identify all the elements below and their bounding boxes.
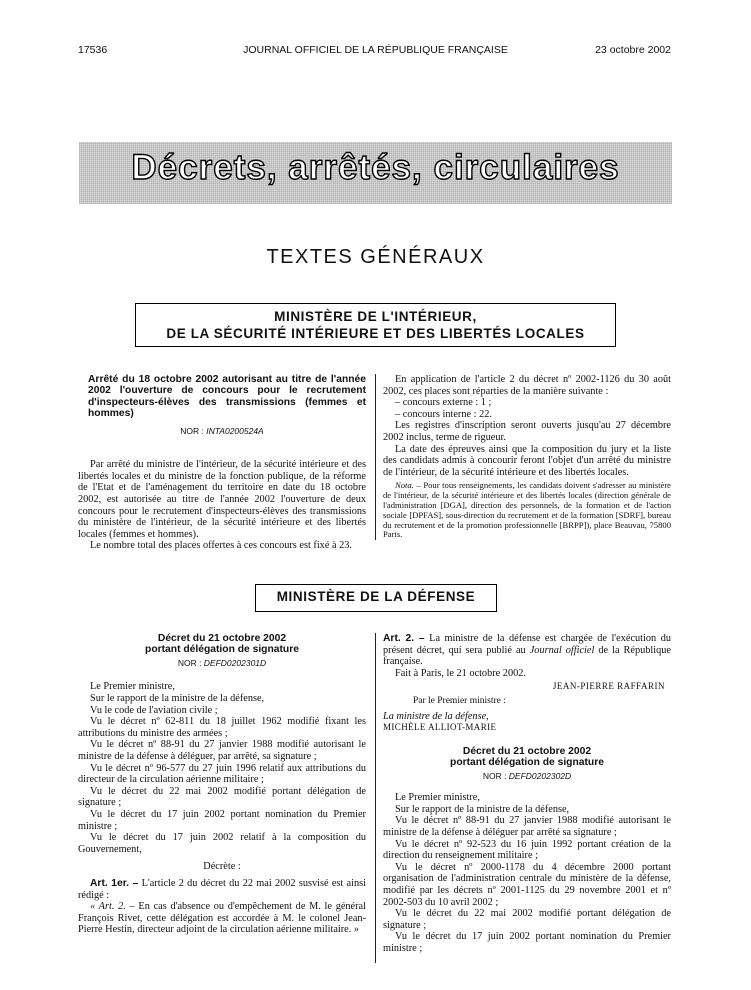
journal-title: JOURNAL OFFICIEL DE LA RÉPUBLIQUE FRANÇAISE bbox=[243, 44, 508, 56]
decret2-nor bbox=[383, 771, 671, 783]
decret1-nor bbox=[78, 658, 366, 670]
signature: JEAN-PIERRE RAFFARIN bbox=[552, 681, 665, 692]
banner-title: Décrets, arrêtés, circulaires bbox=[131, 148, 620, 187]
visa-line: Vu le décret du 22 mai 2002 modifié portant délégation de signature ; bbox=[78, 785, 366, 809]
visa-line: Vu le décret nº 62-811 du 18 juillet 1962 modifié fixant les attributions du ministre des armées ; bbox=[78, 716, 366, 739]
visa-line: Vu le décret du 17 juin 2002 portant nomination du Premier ministre ; bbox=[383, 931, 671, 954]
visa-line: Vu le décret nº 96-577 du 27 juin 1996 relatif aux attributions du directeur de la circulation aérienne militaire ; bbox=[78, 762, 366, 786]
nor-code: DEFD0202302D bbox=[508, 770, 572, 781]
article-text: La ministre de la défense est chargée de l'exécution du présent décret, qui sera publié au bbox=[383, 633, 671, 656]
visa-line: Vu le décret du 17 juin 2002 portant nomination du Premier ministre ; bbox=[78, 808, 366, 832]
quote-label: « Art. 2. – bbox=[90, 901, 135, 913]
visa-line: Vu le décret nº 88-91 du 27 janvier 1988 modifié autorisant le ministre de la défense à déléguer, par arrêté, sa signature ; bbox=[78, 739, 366, 762]
section-title: TEXTES GÉNÉRAUX bbox=[266, 246, 485, 268]
visa-line: Vu le décret du 17 juin 2002 relatif à la composition du Gouvernement, bbox=[78, 832, 366, 855]
decret2-subtitle: portant délégation de signature bbox=[450, 757, 604, 769]
column-divider bbox=[375, 633, 376, 963]
list-item: – concours externe : 1 ; bbox=[395, 397, 492, 409]
nor-label: NOR : bbox=[177, 657, 204, 668]
issue-date: 23 octobre 2002 bbox=[595, 44, 671, 56]
list-item: – concours interne : 22. bbox=[395, 408, 492, 420]
banner bbox=[79, 142, 672, 204]
article-text: L'article 2 du décret du 22 mai 2002 susvisé est ainsi rédigé : bbox=[78, 877, 366, 901]
column-divider bbox=[375, 374, 376, 540]
visa-line: Le Premier ministre, bbox=[395, 792, 480, 804]
nor-label: NOR : bbox=[180, 425, 207, 436]
page-number: 17536 bbox=[78, 44, 108, 56]
nor-code: INTA0200524A bbox=[206, 425, 264, 436]
visa-line: Vu le décret nº 92-523 du 16 juin 1992 portant création de la direction du renseignement militaire ; bbox=[383, 838, 671, 862]
note-label: Nota. bbox=[395, 480, 414, 491]
decret1-subtitle: portant délégation de signature bbox=[145, 644, 299, 656]
visa-line: Sur le rapport de la ministre de la défense, bbox=[395, 803, 570, 815]
quote-text: En cas d'absence ou d'empêchement de M. le général François Rivet, cette délégation est accordée à M. le colonel Jean-Pierre Hestin, directeur adjoint de la circulation aérienne militaire. » bbox=[78, 901, 366, 936]
nor-code: DEFD0202301D bbox=[203, 657, 267, 668]
decret1-left-column bbox=[78, 633, 366, 936]
decrete: Décrète : bbox=[203, 861, 241, 873]
note-text: – Pour tous renseignements, les candidats doivent s'adresser au ministère de l'intérieur, de la sécurité intérieure et des libertés locales (direction générale de l'administration [DGA], direction des personnels, de la formation et de l'action sociale [DPFAS], sous-direction du recrutement et de la formation [SDRF], bureau du recrutement et de la promotion professionnelle [BRPP]), place Beauvau, 75800 Paris. bbox=[383, 480, 671, 540]
par-le-premier-ministre: Par le Premier ministre : bbox=[413, 695, 506, 706]
ministry-interieur-box bbox=[135, 303, 616, 347]
arrete-left-column bbox=[78, 374, 366, 552]
visa-line: Vu le décret nº 2000-1178 du 4 décembre 2000 portant organisation de l'administration centrale du ministère de la défense, modifié par les décrets nº 2001-1125 du 29 novembre 2001 et nº 2002-503 du 10 avril 2002 ; bbox=[383, 861, 671, 908]
journal-ref: Journal officiel bbox=[529, 644, 595, 656]
nor-label: NOR : bbox=[482, 770, 509, 781]
ministre-name: MICHÈLE ALLIOT-MARIE bbox=[383, 722, 497, 733]
ministry-line-1: MINISTÈRE DE L'INTÉRIEUR, bbox=[274, 309, 477, 324]
visa-line: Sur le rapport de la ministre de la défense, bbox=[90, 693, 265, 704]
article-1 bbox=[78, 878, 366, 901]
arrete-paragraph: Le nombre total des places offertes à ces concours est fixé à 23. bbox=[90, 540, 352, 552]
arrete-paragraph: En application de l'article 2 du décret nº 2002-1126 du 30 août 2002, ces places sont réparties de la manière suivante : bbox=[383, 374, 671, 397]
visa-line: Vu le décret du 22 mai 2002 modifié portant délégation de signature ; bbox=[383, 908, 671, 931]
article-2 bbox=[383, 633, 671, 668]
decret-right-column bbox=[383, 633, 671, 954]
article-1-quote bbox=[78, 901, 366, 936]
article-label: Art. 2. – bbox=[383, 633, 425, 644]
arrete-nor bbox=[78, 426, 366, 438]
ministre-title: La ministre de la défense, bbox=[383, 710, 489, 722]
arrete-note bbox=[383, 481, 671, 540]
ministry-line-2: DE LA SÉCURITÉ INTÉRIEURE ET DES LIBERTÉS LOCALES bbox=[166, 326, 585, 341]
arrete-paragraph: La date des épreuves ainsi que la composition du jury et la liste des candidats admis à concourir feront l'objet d'un arrêté du ministre de l'intérieur, de la sécurité intérieure et des libertés locales. bbox=[383, 443, 671, 478]
decret2-title: Décret du 21 octobre 2002 bbox=[462, 745, 592, 757]
ministry-defense-box: MINISTÈRE DE LA DÉFENSE bbox=[255, 584, 497, 612]
article-label: Art. 1er. – bbox=[90, 877, 139, 889]
arrete-paragraph: Les registres d'inscription seront ouverts jusqu'au 27 décembre 2002 inclus, terme de rigueur. bbox=[383, 420, 671, 443]
visa-line: Vu le code de l'aviation civile ; bbox=[90, 704, 218, 716]
decret1-title: Décret du 21 octobre 2002 bbox=[157, 633, 287, 644]
fait-a: Fait à Paris, le 21 octobre 2002. bbox=[395, 667, 526, 679]
arrete-title: Arrêté du 18 octobre 2002 autorisant au titre de l'année 2002 l'ouverture de concours pour le recrutement d'inspecteurs-élèves des transmissions (femmes et hommes) bbox=[88, 374, 366, 420]
visa-line: Le Premier ministre, bbox=[90, 681, 175, 693]
visa-line: Vu le décret nº 88-91 du 27 janvier 1988 modifié autorisant le ministre de la défense à déléguer par arrêté sa signature ; bbox=[383, 815, 671, 838]
article-text-end: de la République française. bbox=[383, 644, 671, 668]
arrete-paragraph: Par arrêté du ministre de l'intérieur, de la sécurité intérieure et des libertés locales et du ministre de la fonction publique, de la réforme de l'Etat et de l'aménagement du territoire en date du 18 octobre 2002, est autorisée au titre de l'année 2002 l'ouverture de deux concours pour le recrutement d'inspecteurs-élèves des transmissions du ministère de l'intérieur, de la sécurité intérieure et des libertés locales (femmes et hommes). bbox=[78, 459, 366, 540]
arrete-right-column bbox=[383, 374, 671, 540]
